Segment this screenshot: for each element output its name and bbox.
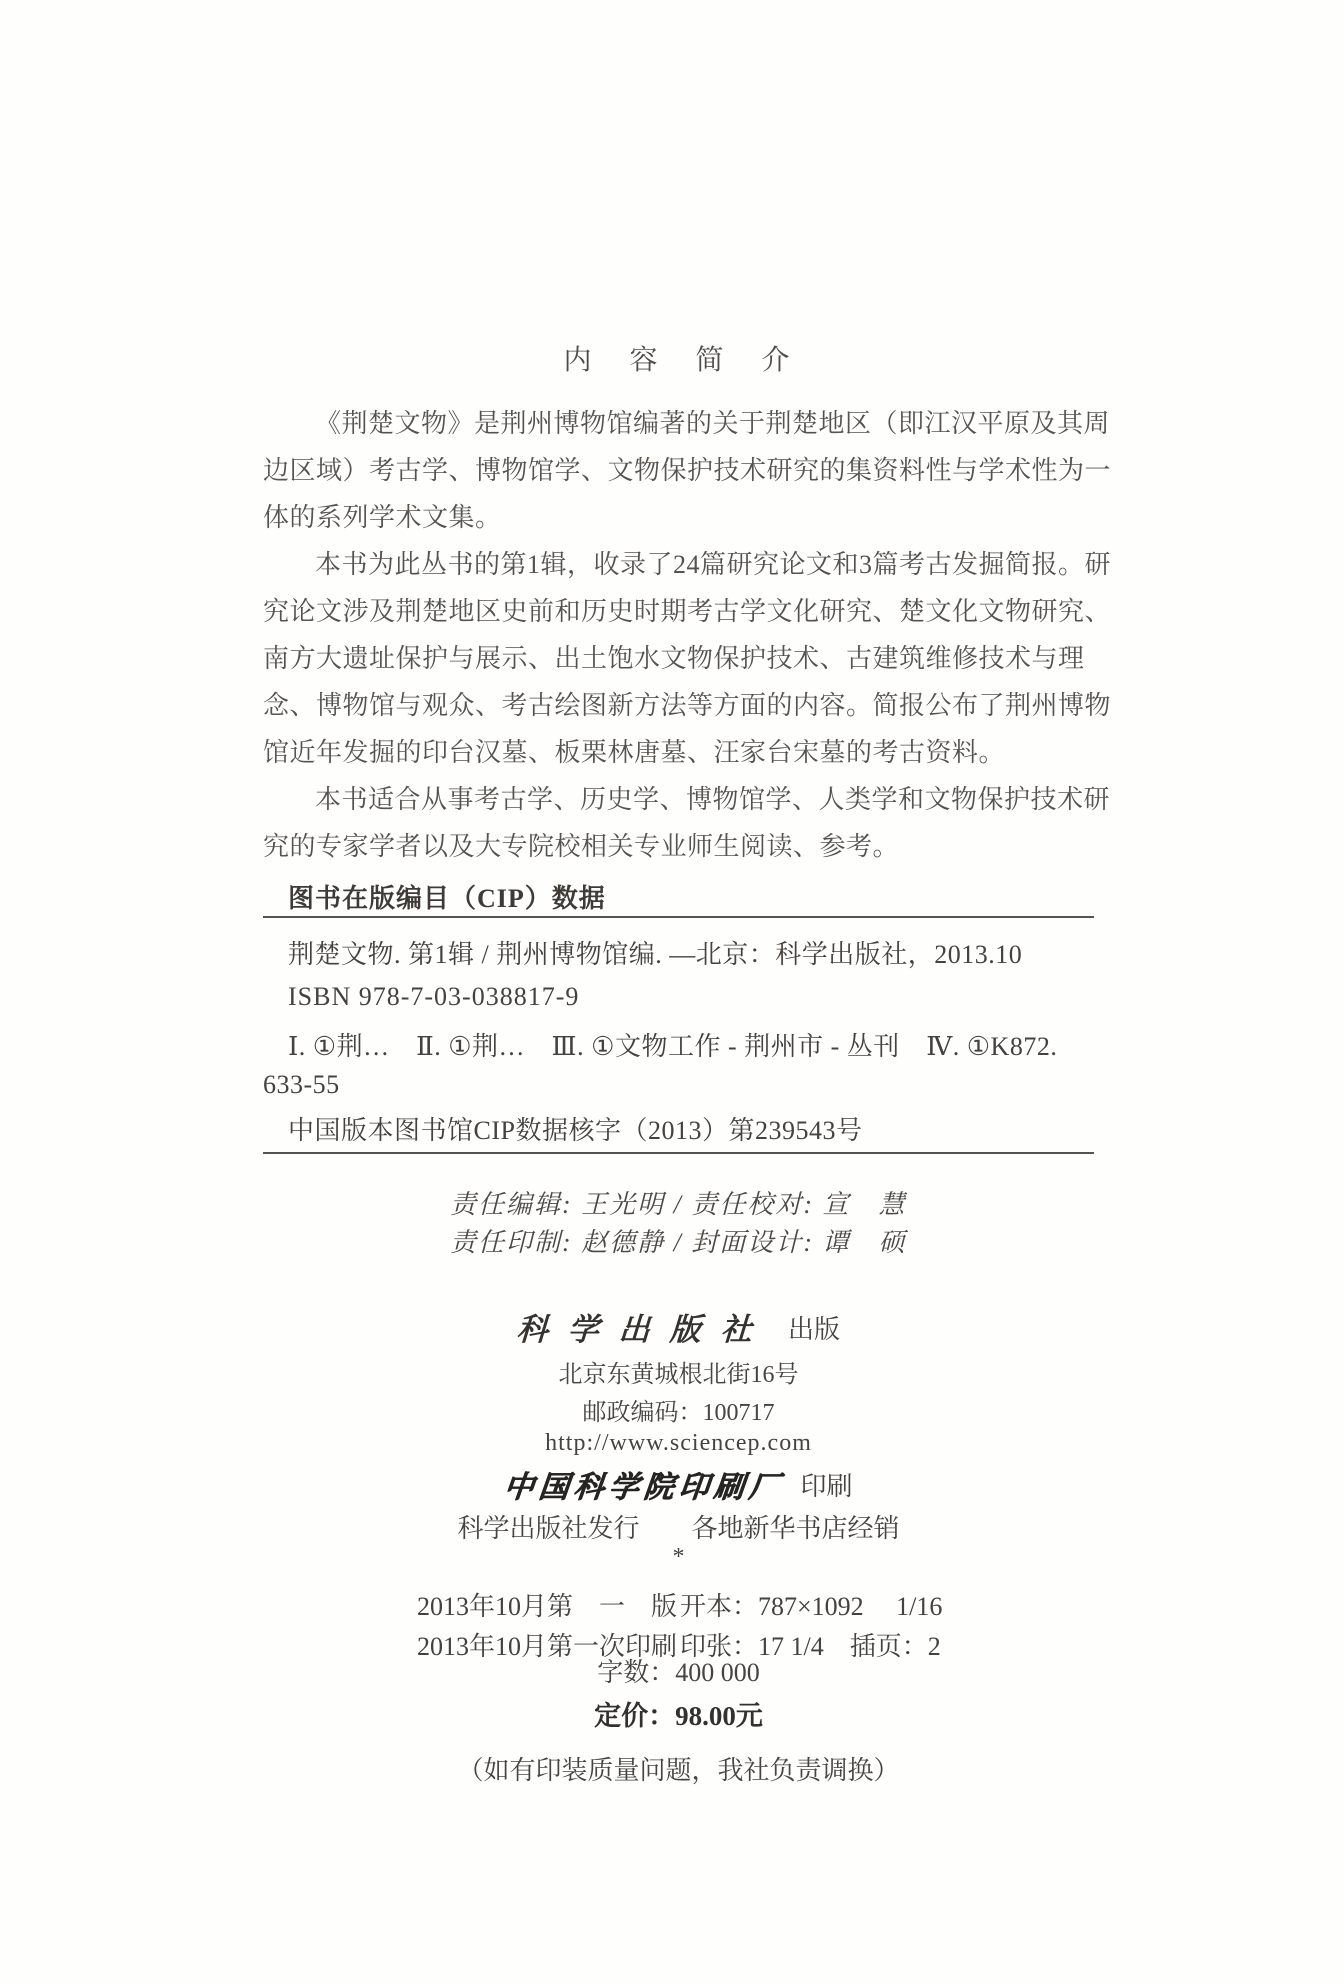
cip-classification-line: Ⅰ. ①荆… Ⅱ. ①荆… Ⅲ. ①文物工作 - 荆州市 - 丛刊 Ⅳ. ①K872.: [288, 1032, 1058, 1061]
intro-line: 馆近年发掘的印台汉墓、板栗林唐墓、汪家台宋墓的考古资料。: [263, 738, 1006, 767]
intro-text-block: [263, 400, 1112, 870]
printed-sheets: 印张：17 1/4 插页：2: [680, 1632, 941, 1661]
cip-header: 图书在版编目（CIP）数据: [288, 884, 606, 913]
cip-bottom-rule: [263, 1152, 1094, 1154]
staff-editor-line: 责任编辑: 王光明 / 责任校对: 宣 慧: [450, 1190, 907, 1219]
quality-note: （如有印装质量问题，我社负责调换）: [457, 1756, 900, 1785]
intro-line: 究的专家学者以及大专院校相关专业师生阅读、参考。: [263, 832, 900, 861]
distribution-line: 科学出版社发行 各地新华书店经销: [457, 1514, 900, 1543]
publisher-line: [263, 1304, 1094, 1349]
intro-line: 《荆楚文物》是荆州博物馆编著的关于荆楚地区（即江汉平原及其周: [315, 409, 1111, 438]
intro-line: 边区域）考古学、博物馆学、文物保护技术研究的集资料性与学术性为一: [263, 456, 1112, 485]
cip-isbn: ISBN 978-7-03-038817-9: [288, 982, 580, 1011]
printing-date: 2013年10月第一次印刷: [417, 1632, 678, 1661]
publisher-logo-text: 科学出版社: [515, 1312, 773, 1347]
intro-line: 南方大遗址保护与展示、出土饱水文物保护技术、古建筑维修技术与理: [263, 644, 1085, 673]
word-count: 字数：400 000: [597, 1658, 760, 1687]
publisher-role-label: 出版: [787, 1315, 840, 1344]
cip-top-rule: [263, 916, 1094, 918]
intro-line: 究论文涉及荆楚地区史前和历史时期考古学文化研究、楚文化文物研究、: [263, 597, 1112, 626]
cip-record-number: 中国版本图书馆CIP数据核字（2013）第239543号: [288, 1116, 863, 1145]
edition-date: 2013年10月第 一 版: [417, 1592, 678, 1621]
intro-line: 本书为此丛书的第1辑，收录了24篇研究论文和3篇考古发掘简报。研: [315, 550, 1112, 579]
publisher-url: http://www.sciencep.com: [545, 1430, 812, 1456]
cip-classification-line-2: 633-55: [263, 1070, 340, 1099]
book-format: 开本：787×1092 1/16: [680, 1592, 943, 1621]
printer-line: [263, 1462, 1094, 1506]
printer-role-label: 印刷: [800, 1472, 853, 1501]
price: 定价：98.00元: [594, 1701, 763, 1731]
postal-code: 邮政编码：100717: [582, 1400, 775, 1426]
cip-title-line: 荆楚文物. 第1辑 / 荆州博物馆编. —北京：科学出版社，2013.10: [288, 940, 1023, 969]
intro-line: 体的系列学术文集。: [263, 503, 502, 532]
staff-printing-line: 责任印制: 赵德静 / 封面设计: 谭 硕: [450, 1228, 907, 1257]
page-title: 内 容 简 介: [563, 345, 795, 376]
intro-line: 念、博物馆与观众、考古绘图新方法等方面的内容。简报公布了荆州博物: [263, 691, 1112, 720]
divider-asterisk: *: [672, 1544, 685, 1570]
publisher-address: 北京东黄城根北街16号: [558, 1362, 799, 1388]
printer-logo-text: 中国科学院印刷厂: [502, 1471, 786, 1504]
intro-line: 本书适合从事考古学、历史学、博物馆学、人类学和文物保护技术研: [315, 785, 1111, 814]
